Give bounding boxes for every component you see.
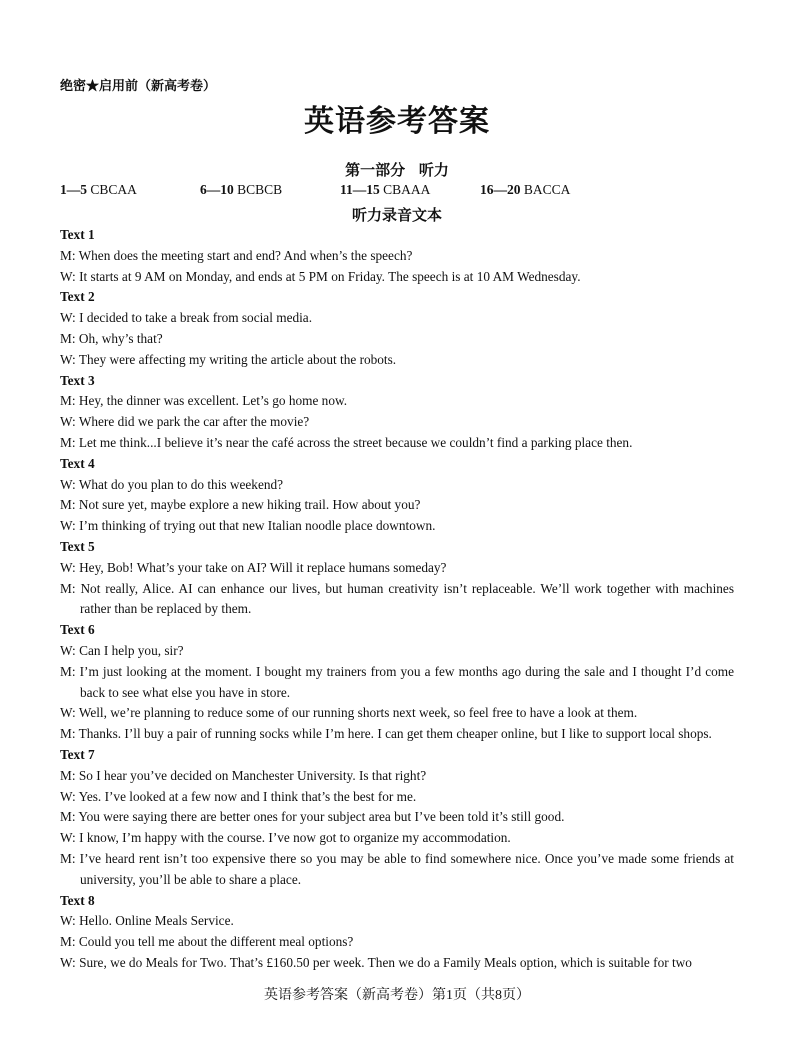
page-title: 英语参考答案 <box>304 105 490 138</box>
text-heading: Text 2 <box>60 289 95 305</box>
dialogue-line: M: Hey, the dinner was excellent. Let’s go home now. <box>60 393 348 409</box>
dialogue-line: M: I’ve heard rent isn’t too expensive there so you may be able to find somewhere nice. Once you’ve made some friends at university, you’ll be able to share a place. <box>60 850 734 887</box>
text-heading: Text 8 <box>60 892 95 908</box>
dialogue-line: W: I decided to take a break from social media. <box>60 310 313 326</box>
answer-letters: CBAAA <box>383 182 431 197</box>
text-heading: Text 5 <box>60 538 95 554</box>
dialogue-line: W: Well, we’re planning to reduce some of our running shorts next week, so feel free to have a look at them. <box>60 705 638 721</box>
secret-mark: 绝密★启用前（新高考卷） <box>60 78 217 93</box>
dialogue-line: M: Could you tell me about the different meal options? <box>60 934 354 950</box>
answer-range: 11—15 <box>340 182 380 197</box>
dialogue-line: W: Yes. I’ve looked at a few now and I think that’s the best for me. <box>60 788 417 804</box>
dialogue-line: M: Not really, Alice. AI can enhance our lives, but human creativity isn’t replaceable. We’ll work together with machines rather than be replaced by them. <box>60 580 734 617</box>
dialogue-line: M: Let me think...I believe it’s near the café across the street because we couldn’t find a parking place then. <box>60 434 633 450</box>
dialogue-line: M: Thanks. I’ll buy a pair of running socks while I’m here. I can get them cheaper online, but I like to support local shops. <box>60 726 712 742</box>
dialogue-line: M: You were saying there are better ones for your subject area but I’ve been told it’s still good. <box>60 809 565 825</box>
dialogue-line: M: When does the meeting start and end? And when’s the speech? <box>60 247 413 263</box>
text-heading: Text 1 <box>60 227 95 242</box>
dialogue-line: W: It starts at 9 AM on Monday, and ends at 5 PM on Friday. The speech is at 10 AM Wednesday. <box>60 268 581 284</box>
answer-letters: BACCA <box>523 182 571 197</box>
text-heading: Text 4 <box>60 455 95 471</box>
dialogue-line: M: I’m just looking at the moment. I bought my trainers from you a few months ago during the sale and I thought I’d come back to see what else you have in store. <box>60 663 734 700</box>
answer-range: 16—20 <box>480 182 521 197</box>
dialogue-line: M: So I hear you’ve decided on Manchester University. Is that right? <box>60 767 427 783</box>
dialogue-line: W: Hello. Online Meals Service. <box>60 913 234 929</box>
dialogue-line: M: Oh, why’s that? <box>60 330 163 346</box>
answer-group <box>480 182 570 198</box>
answer-group <box>340 182 430 198</box>
dialogue-line: W: I’m thinking of trying out that new Italian noodle place downtown. <box>60 518 436 534</box>
text-heading: Text 3 <box>60 372 95 388</box>
dialogue-line: W: I know, I’m happy with the course. I’ve now got to organize my accommodation. <box>60 830 511 846</box>
dialogue-line: W: Sure, we do Meals for Two. That’s £160.50 per week. Then we do a Family Meals option, which is suitable for two <box>60 954 692 970</box>
answer-letters: CBCAA <box>90 182 137 197</box>
dialogue-line: M: Not sure yet, maybe explore a new hiking trail. How about you? <box>60 497 421 513</box>
dialogue-line: W: Can I help you, sir? <box>60 642 184 658</box>
page-footer: 英语参考答案（新高考卷）第1页（共8页） <box>264 988 530 1003</box>
answer-range: 1—5 <box>60 182 87 197</box>
text-heading: Text 6 <box>60 622 95 638</box>
part-heading: 第一部分 听力 <box>345 163 449 179</box>
dialogue-line: W: They were affecting my writing the article about the robots. <box>60 351 397 367</box>
dialogue-line: W: Where did we park the car after the movie? <box>60 414 310 430</box>
transcript-body <box>60 225 734 974</box>
dialogue-line: W: Hey, Bob! What’s your take on AI? Will it replace humans someday? <box>60 559 447 575</box>
dialogue-line: W: What do you plan to do this weekend? <box>60 476 284 492</box>
answer-group <box>60 182 137 198</box>
section-subtitle: 听力录音文本 <box>351 208 442 224</box>
answer-group <box>200 182 282 198</box>
answer-range: 6—10 <box>200 182 234 197</box>
answer-letters: BCBCB <box>237 182 283 197</box>
answer-key-row <box>60 182 740 202</box>
text-heading: Text 7 <box>60 746 95 762</box>
